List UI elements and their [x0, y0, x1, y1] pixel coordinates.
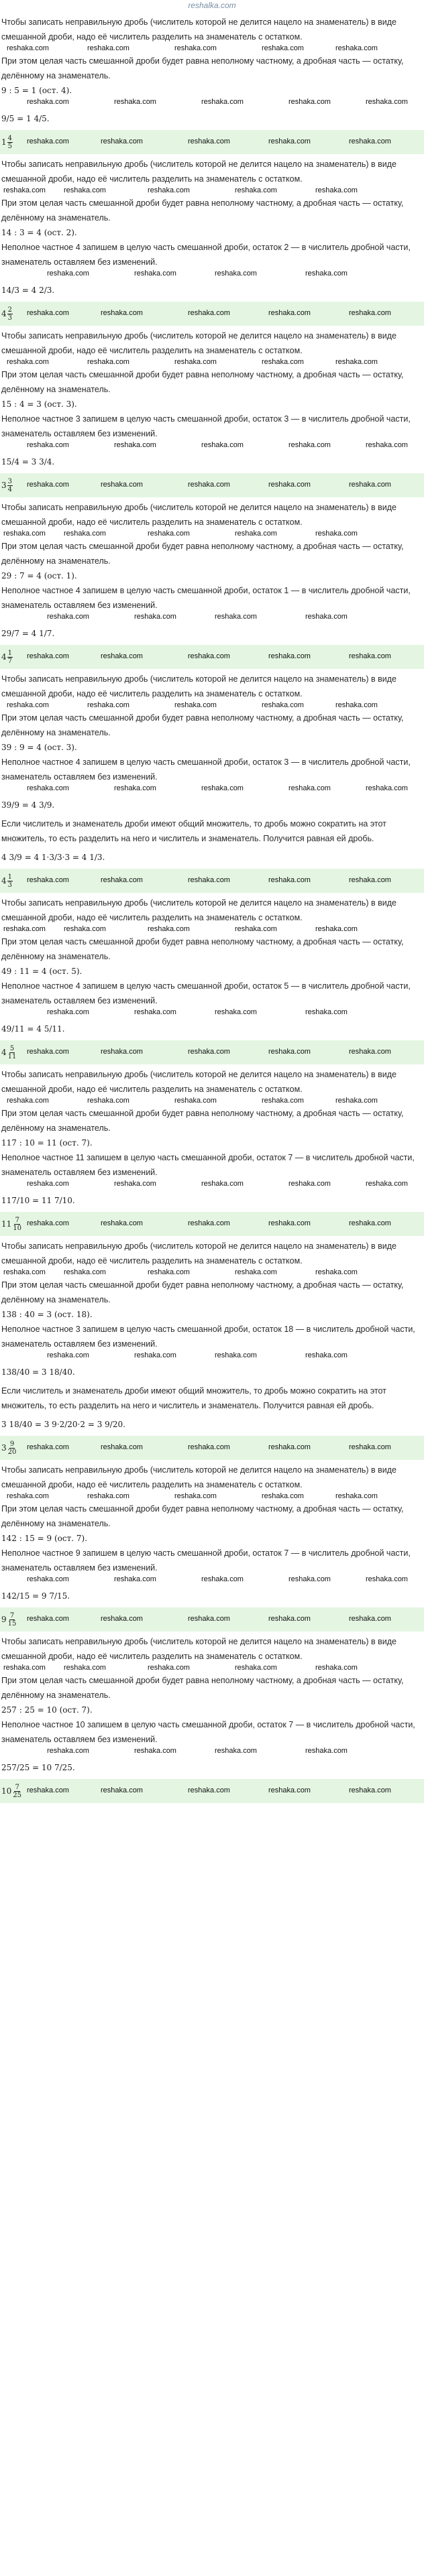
watermark-row — [0, 1492, 424, 1501]
watermark: reshaka.com — [201, 1575, 244, 1583]
watermark: reshaka.com — [134, 1008, 176, 1016]
answer-band — [0, 869, 424, 893]
division-line: 29 : 7 = 4 (ост. 1). — [1, 571, 77, 580]
watermark: reshaka.com — [315, 925, 358, 933]
reduce-line: 4 3/9 = 4 1·3/3·3 = 4 1/3. — [1, 853, 105, 862]
mixed-fraction-line: 49/11 = 4 5/11. — [1, 1024, 65, 1034]
watermark: reshaka.com — [114, 1575, 156, 1583]
watermark: reshaka.com — [235, 186, 277, 194]
watermark: reshaka.com — [27, 1575, 69, 1583]
mixed-fraction-line: 29/7 = 4 1/7. — [1, 629, 55, 638]
answer-numerator: 4 — [7, 134, 13, 142]
watermark: reshaka.com — [349, 1615, 391, 1623]
watermark: reshaka.com — [7, 701, 49, 709]
watermark: reshaka.com — [349, 876, 391, 884]
watermark: reshaka.com — [27, 1615, 69, 1623]
watermark: reshaka.com — [27, 1180, 69, 1188]
watermark: reshaka.com — [262, 358, 304, 366]
watermark: reshaka.com — [349, 652, 391, 660]
watermark: reshaka.com — [268, 1219, 311, 1227]
watermark: reshaka.com — [27, 309, 69, 317]
watermark-row — [0, 44, 424, 54]
watermark: reshaka.com — [201, 784, 244, 792]
watermark: reshaka.com — [101, 481, 143, 489]
answer-numerator: 9 — [9, 1440, 15, 1448]
rule-text-whole-part: При этом целая часть смешанной дроби будет равна неполному частному, а дробная часть — остатку, делённому на знаменатель. — [1, 1280, 404, 1304]
watermark-row — [0, 441, 424, 450]
answer-denominator: 10 — [13, 1224, 22, 1232]
rule-text-whole-part: При этом целая часть смешанной дроби будет равна неполному частному, а дробная часть — остатку, делённому на знаменатель. — [1, 56, 404, 80]
watermark: reshaka.com — [366, 98, 408, 106]
watermark: reshaka.com — [268, 652, 311, 660]
answer-fraction — [7, 1440, 17, 1456]
reduce-line: 3 18/40 = 3 9·2/20·2 = 3 9/20. — [1, 1420, 125, 1429]
watermark: reshaka.com — [64, 186, 106, 194]
mixed-fraction-line: 138/40 = 3 18/40. — [1, 1367, 75, 1377]
answer-fraction — [7, 135, 13, 150]
watermark: reshaka.com — [201, 1180, 244, 1188]
watermark-row — [0, 186, 424, 196]
watermark-row — [0, 1351, 424, 1361]
watermark: reshaka.com — [305, 1351, 348, 1359]
division-line: 14 : 3 = 4 (ост. 2). — [1, 228, 77, 237]
watermark: reshaka.com — [288, 1575, 331, 1583]
watermark: reshaka.com — [7, 358, 49, 366]
watermark-row — [0, 1268, 424, 1278]
solution-section — [0, 896, 424, 1064]
mixed-fraction-line: 117/10 = 11 7/10. — [1, 1196, 75, 1205]
watermark: reshaka.com — [188, 1048, 230, 1056]
watermark: reshaka.com — [188, 652, 230, 660]
solution-section — [0, 672, 424, 893]
watermark: reshaka.com — [305, 613, 348, 621]
watermark: reshaka.com — [47, 1008, 89, 1016]
watermark: reshaka.com — [262, 701, 304, 709]
division-line: 49 : 11 = 4 (ост. 5). — [1, 967, 83, 976]
watermark: reshaka.com — [101, 1615, 143, 1623]
answer-denominator: 3 — [7, 881, 13, 889]
watermark: reshaka.com — [27, 1786, 69, 1794]
watermark: reshaka.com — [3, 1664, 46, 1672]
watermark: reshaka.com — [349, 309, 391, 317]
watermark: reshaka.com — [174, 358, 217, 366]
watermark-row — [0, 1097, 424, 1106]
answer-band — [0, 302, 424, 326]
watermark: reshaka.com — [114, 784, 156, 792]
rule-text-convert: Чтобы записать неправильную дробь (числитель которой не делится нацело на знаменатель) в виде смешанной дроби, надо её числитель разделить на знаменатель с остатком. — [1, 160, 396, 184]
answer-whole: 10 — [1, 1786, 12, 1796]
watermark: reshaka.com — [27, 784, 69, 792]
answer-numerator: 3 — [7, 477, 13, 485]
answer-denominator: 3 — [7, 314, 13, 322]
watermark: reshaka.com — [27, 137, 69, 145]
rule-text-whole-part: При этом целая часть смешанной дроби будет равна неполному частному, а дробная часть — остатку, делённому на знаменатель. — [1, 713, 404, 737]
answer-denominator: 25 — [13, 1791, 22, 1799]
answer-whole: 4 — [1, 1048, 7, 1057]
watermark: reshaka.com — [101, 876, 143, 884]
rule-text-whole-part: При этом целая часть смешанной дроби будет равна неполному частному, а дробная часть — остатку, делённому на знаменатель. — [1, 1676, 404, 1700]
watermark: reshaka.com — [64, 530, 106, 538]
watermark: reshaka.com — [366, 1575, 408, 1583]
answer-denominator: 20 — [7, 1448, 17, 1456]
watermark: reshaka.com — [174, 1097, 217, 1105]
watermark: reshaka.com — [114, 1180, 156, 1188]
solution-content — [0, 12, 424, 1803]
watermark: reshaka.com — [315, 186, 358, 194]
watermark: reshaka.com — [7, 44, 49, 52]
mixed-fraction-line: 14/3 = 4 2/3. — [1, 286, 55, 295]
watermark: reshaka.com — [87, 44, 129, 52]
watermark: reshaka.com — [27, 652, 69, 660]
solution-section — [0, 1463, 424, 1632]
watermark: reshaka.com — [288, 98, 331, 106]
watermark: reshaka.com — [366, 1180, 408, 1188]
answer-numerator: 7 — [15, 1783, 19, 1791]
answer-numerator: 7 — [9, 1611, 15, 1619]
watermark-row — [0, 1575, 424, 1585]
watermark: reshaka.com — [215, 1351, 257, 1359]
rule-text-convert: Чтобы записать неправильную дробь (числитель которой не делится нацело на знаменатель) в виде смешанной дроби, надо её числитель разделить на знаменатель с остатком. — [1, 674, 396, 698]
watermark: reshaka.com — [335, 44, 378, 52]
watermark: reshaka.com — [305, 1747, 348, 1755]
watermark: reshaka.com — [101, 309, 143, 317]
answer-denominator: 7 — [7, 657, 13, 665]
division-line: 257 : 25 = 10 (ост. 7). — [1, 1705, 93, 1715]
watermark: reshaka.com — [268, 1443, 311, 1451]
answer-whole: 11 — [1, 1219, 12, 1229]
note-text: Неполное частное 3 запишем в целую часть смешанной дроби, остаток 3 — в числитель дробной части, знаменатель оставляем без изменений. — [1, 414, 411, 438]
watermark: reshaka.com — [235, 1664, 277, 1672]
watermark: reshaka.com — [268, 137, 311, 145]
answer-numerator: 7 — [15, 1216, 19, 1224]
watermark: reshaka.com — [305, 269, 348, 278]
watermark: reshaka.com — [134, 1351, 176, 1359]
watermark: reshaka.com — [114, 441, 156, 449]
watermark: reshaka.com — [174, 1492, 217, 1500]
watermark: reshaka.com — [288, 441, 331, 449]
watermark-row — [0, 925, 424, 934]
watermark: reshaka.com — [174, 701, 217, 709]
note-text: Неполное частное 11 запишем в целую часть смешанной дроби, остаток 7 — в числитель дробной части, знаменатель оставляем без изменений. — [1, 1153, 415, 1177]
watermark: reshaka.com — [27, 441, 69, 449]
watermark: reshaka.com — [64, 1664, 106, 1672]
watermark: reshaka.com — [47, 1351, 89, 1359]
watermark: reshaka.com — [101, 1048, 143, 1056]
answer-denominator: 15 — [7, 1619, 17, 1628]
watermark-row — [0, 1747, 424, 1756]
watermark: reshaka.com — [3, 530, 46, 538]
watermark: reshaka.com — [174, 44, 217, 52]
solution-section — [0, 157, 424, 326]
watermark: reshaka.com — [188, 1443, 230, 1451]
answer-band — [0, 1212, 424, 1236]
watermark-row — [0, 1180, 424, 1189]
watermark: reshaka.com — [64, 1268, 106, 1276]
answer-band — [0, 1040, 424, 1064]
answer-numerator: 5 — [9, 1044, 15, 1052]
answer-numerator: 1 — [7, 649, 13, 657]
answer-denominator: 11 — [7, 1052, 17, 1060]
watermark: reshaka.com — [215, 1008, 257, 1016]
watermark: reshaka.com — [3, 925, 46, 933]
watermark-row — [0, 701, 424, 711]
rule-text-convert: Чтобы записать неправильную дробь (числитель которой не делится нацело на знаменатель) в виде смешанной дроби, надо её числитель разделить на знаменатель с остатком. — [1, 1637, 396, 1661]
division-line: 142 : 15 = 9 (ост. 7). — [1, 1534, 88, 1543]
solution-section — [0, 1239, 424, 1460]
answer-whole: 3 — [1, 481, 7, 490]
watermark: reshaka.com — [366, 784, 408, 792]
watermark: reshaka.com — [188, 1219, 230, 1227]
watermark: reshaka.com — [64, 925, 106, 933]
watermark-row — [0, 358, 424, 367]
watermark: reshaka.com — [349, 1219, 391, 1227]
watermark-row — [0, 98, 424, 107]
answer-fraction — [7, 1045, 17, 1060]
watermark: reshaka.com — [134, 613, 176, 621]
watermark-row — [0, 613, 424, 622]
answer-fraction — [7, 306, 13, 322]
answer-band — [0, 130, 424, 154]
rule-text-whole-part: При этом целая часть смешанной дроби будет равна неполному частному, а дробная часть — остатку, делённому на знаменатель. — [1, 937, 404, 961]
watermark: reshaka.com — [148, 925, 190, 933]
watermark: reshaka.com — [148, 186, 190, 194]
rule-text-whole-part: При этом целая часть смешанной дроби будет равна неполному частному, а дробная часть — остатку, делённому на знаменатель. — [1, 198, 404, 223]
watermark: reshaka.com — [114, 98, 156, 106]
watermark: reshaka.com — [268, 309, 311, 317]
watermark: reshaka.com — [335, 1492, 378, 1500]
watermark: reshaka.com — [47, 1747, 89, 1755]
division-line: 9 : 5 = 1 (ост. 4). — [1, 86, 72, 95]
watermark: reshaka.com — [335, 1097, 378, 1105]
watermark: reshaka.com — [148, 1664, 190, 1672]
rule-text-reduce: Если числитель и знаменатель дроби имеют общий множитель, то дробь можно сократить на этот множитель, то есть разделить на него и числитель и знаменатель. Получится равная ей дробь. — [1, 819, 386, 843]
rule-text-whole-part: При этом целая часть смешанной дроби будет равна неполному частному, а дробная часть — остатку, делённому на знаменатель. — [1, 542, 404, 566]
watermark-row — [0, 530, 424, 539]
mixed-fraction-line: 257/25 = 10 7/25. — [1, 1763, 75, 1772]
rule-text-whole-part: При этом целая часть смешанной дроби будет равна неполному частному, а дробная часть — остатку, делённому на знаменатель. — [1, 370, 404, 394]
watermark: reshaka.com — [262, 44, 304, 52]
watermark: reshaka.com — [27, 481, 69, 489]
watermark: reshaka.com — [349, 1048, 391, 1056]
watermark: reshaka.com — [47, 269, 89, 278]
watermark: reshaka.com — [101, 1219, 143, 1227]
rule-text-reduce: Если числитель и знаменатель дроби имеют общий множитель, то дробь можно сократить на этот множитель, то есть разделить на него и числитель и знаменатель. Получится равная ей дробь. — [1, 1386, 386, 1410]
watermark: reshaka.com — [366, 441, 408, 449]
watermark: reshaka.com — [188, 481, 230, 489]
watermark-row — [0, 1008, 424, 1018]
solution-section — [0, 1067, 424, 1236]
rule-text-whole-part: При этом целая часть смешанной дроби будет равна неполному частному, а дробная часть — остатку, делённому на знаменатель. — [1, 1109, 404, 1133]
division-line: 15 : 4 = 3 (ост. 3). — [1, 400, 77, 409]
watermark: reshaka.com — [27, 876, 69, 884]
watermark-row — [0, 1664, 424, 1673]
mixed-fraction-line: 15/4 = 3 3/4. — [1, 457, 55, 467]
answer-band — [0, 473, 424, 497]
answer-band — [0, 1779, 424, 1803]
watermark: reshaka.com — [349, 1443, 391, 1451]
watermark: reshaka.com — [262, 1492, 304, 1500]
watermark: reshaka.com — [215, 1747, 257, 1755]
note-text: Неполное частное 4 запишем в целую часть смешанной дроби, остаток 3 — в числитель дробной части, знаменатель оставляем без изменений. — [1, 757, 411, 782]
watermark: reshaka.com — [268, 481, 311, 489]
rule-text-convert: Чтобы записать неправильную дробь (числитель которой не делится нацело на знаменатель) в виде смешанной дроби, надо её числитель разделить на знаменатель с остатком. — [1, 1070, 396, 1094]
watermark: reshaka.com — [262, 1097, 304, 1105]
watermark: reshaka.com — [148, 1268, 190, 1276]
watermark: reshaka.com — [87, 1097, 129, 1105]
answer-whole: 1 — [1, 137, 7, 147]
answer-fraction — [7, 478, 13, 493]
answer-whole: 3 — [1, 1443, 7, 1453]
note-text: Неполное частное 4 запишем в целую часть смешанной дроби, остаток 5 — в числитель дробной части, знаменатель оставляем без изменений. — [1, 981, 411, 1005]
watermark: reshaka.com — [47, 613, 89, 621]
note-text: Неполное частное 10 запишем в целую часть смешанной дроби, остаток 7 — в числитель дробной части, знаменатель оставляем без изменений. — [1, 1720, 415, 1744]
watermark: reshaka.com — [101, 137, 143, 145]
watermark: reshaka.com — [87, 1492, 129, 1500]
watermark: reshaka.com — [268, 1048, 311, 1056]
site-logo[interactable]: reshalka.com — [188, 1, 236, 10]
mixed-fraction-line: 142/15 = 9 7/15. — [1, 1591, 70, 1601]
watermark: reshaka.com — [201, 98, 244, 106]
watermark: reshaka.com — [3, 1268, 46, 1276]
watermark: reshaka.com — [335, 358, 378, 366]
rule-text-convert: Чтобы записать неправильную дробь (числитель которой не делится нацело на знаменатель) в виде смешанной дроби, надо её числитель разделить на знаменатель с остатком. — [1, 1465, 396, 1489]
solution-section — [0, 15, 424, 154]
answer-whole: 4 — [1, 309, 7, 318]
watermark: reshaka.com — [315, 1664, 358, 1672]
watermark: reshaka.com — [27, 98, 69, 106]
mixed-fraction-line: 9/5 = 1 4/5. — [1, 114, 50, 123]
mixed-fraction-line: 39/9 = 4 3/9. — [1, 800, 55, 810]
watermark: reshaka.com — [188, 137, 230, 145]
watermark: reshaka.com — [188, 1615, 230, 1623]
answer-whole: 4 — [1, 876, 7, 885]
watermark: reshaka.com — [288, 1180, 331, 1188]
watermark: reshaka.com — [235, 1268, 277, 1276]
rule-text-convert: Чтобы записать неправильную дробь (числитель которой не делится нацело на знаменатель) в виде смешанной дроби, надо её числитель разделить на знаменатель с остатком. — [1, 17, 396, 42]
solution-section — [0, 500, 424, 669]
rule-text-convert: Чтобы записать неправильную дробь (числитель которой не делится нацело на знаменатель) в виде смешанной дроби, надо её числитель разделить на знаменатель с остатком. — [1, 1241, 396, 1266]
watermark: reshaka.com — [315, 530, 358, 538]
division-line: 138 : 40 = 3 (ост. 18). — [1, 1310, 93, 1319]
watermark: reshaka.com — [27, 1219, 69, 1227]
note-text: Неполное частное 4 запишем в целую часть смешанной дроби, остаток 1 — в числитель дробной части, знаменатель оставляем без изменений. — [1, 586, 411, 610]
answer-fraction — [7, 1612, 17, 1628]
watermark: reshaka.com — [349, 481, 391, 489]
watermark: reshaka.com — [235, 530, 277, 538]
note-text: Неполное частное 4 запишем в целую часть смешанной дроби, остаток 2 — в числитель дробной части, знаменатель оставляем без изменений. — [1, 243, 411, 267]
watermark: reshaka.com — [188, 876, 230, 884]
watermark-row — [0, 269, 424, 279]
watermark: reshaka.com — [235, 925, 277, 933]
answer-band — [0, 1607, 424, 1632]
rule-text-convert: Чтобы записать неправильную дробь (числитель которой не делится нацело на знаменатель) в виде смешанной дроби, надо её числитель разделить на знаменатель с остатком. — [1, 331, 396, 355]
watermark: reshaka.com — [7, 1492, 49, 1500]
answer-band — [0, 1436, 424, 1460]
watermark: reshaka.com — [268, 1615, 311, 1623]
answer-fraction — [7, 650, 13, 665]
answer-whole: 9 — [1, 1615, 7, 1624]
watermark: reshaka.com — [268, 1786, 311, 1794]
solution-section — [0, 1634, 424, 1803]
watermark: reshaka.com — [349, 137, 391, 145]
watermark: reshaka.com — [305, 1008, 348, 1016]
division-line: 117 : 10 = 11 (ост. 7). — [1, 1138, 93, 1148]
note-text: Неполное частное 9 запишем в целую часть смешанной дроби, остаток 7 — в числитель дробной части, знаменатель оставляем без изменений. — [1, 1548, 411, 1573]
watermark: reshaka.com — [134, 269, 176, 278]
watermark: reshaka.com — [188, 309, 230, 317]
watermark: reshaka.com — [315, 1268, 358, 1276]
answer-fraction — [7, 873, 13, 889]
answer-fraction — [12, 1784, 22, 1799]
answer-band — [0, 645, 424, 669]
watermark: reshaka.com — [288, 784, 331, 792]
watermark: reshaka.com — [87, 358, 129, 366]
rule-text-whole-part: При этом целая часть смешанной дроби будет равна неполному частному, а дробная часть — остатку, делённому на знаменатель. — [1, 1504, 404, 1528]
answer-numerator: 1 — [7, 873, 13, 881]
watermark: reshaka.com — [201, 441, 244, 449]
watermark: reshaka.com — [335, 701, 378, 709]
watermark: reshaka.com — [188, 1786, 230, 1794]
note-text: Неполное частное 3 запишем в целую часть смешанной дроби, остаток 18 — в числитель дробной части, знаменатель оставляем без изменений. — [1, 1325, 415, 1349]
watermark: reshaka.com — [349, 1786, 391, 1794]
watermark: reshaka.com — [101, 1786, 143, 1794]
watermark-row — [0, 784, 424, 794]
answer-fraction — [12, 1217, 22, 1232]
solution-section — [0, 328, 424, 497]
answer-denominator: 5 — [7, 142, 13, 150]
watermark: reshaka.com — [268, 876, 311, 884]
watermark: reshaka.com — [215, 269, 257, 278]
watermark: reshaka.com — [7, 1097, 49, 1105]
answer-numerator: 2 — [7, 306, 13, 314]
watermark: reshaka.com — [215, 613, 257, 621]
watermark: reshaka.com — [101, 1443, 143, 1451]
watermark: reshaka.com — [134, 1747, 176, 1755]
watermark: reshaka.com — [101, 652, 143, 660]
rule-text-convert: Чтобы записать неправильную дробь (числитель которой не делится нацело на знаменатель) в виде смешанной дроби, надо её числитель разделить на знаменатель с остатком. — [1, 503, 396, 527]
watermark: reshaka.com — [87, 701, 129, 709]
watermark: reshaka.com — [27, 1443, 69, 1451]
watermark: reshaka.com — [3, 186, 46, 194]
rule-text-convert: Чтобы записать неправильную дробь (числитель которой не делится нацело на знаменатель) в виде смешанной дроби, надо её числитель разделить на знаменатель с остатком. — [1, 898, 396, 922]
answer-whole: 4 — [1, 652, 7, 662]
watermark: reshaka.com — [148, 530, 190, 538]
division-line: 39 : 9 = 4 (ост. 3). — [1, 743, 77, 752]
answer-denominator: 4 — [7, 485, 13, 493]
watermark: reshaka.com — [27, 1048, 69, 1056]
